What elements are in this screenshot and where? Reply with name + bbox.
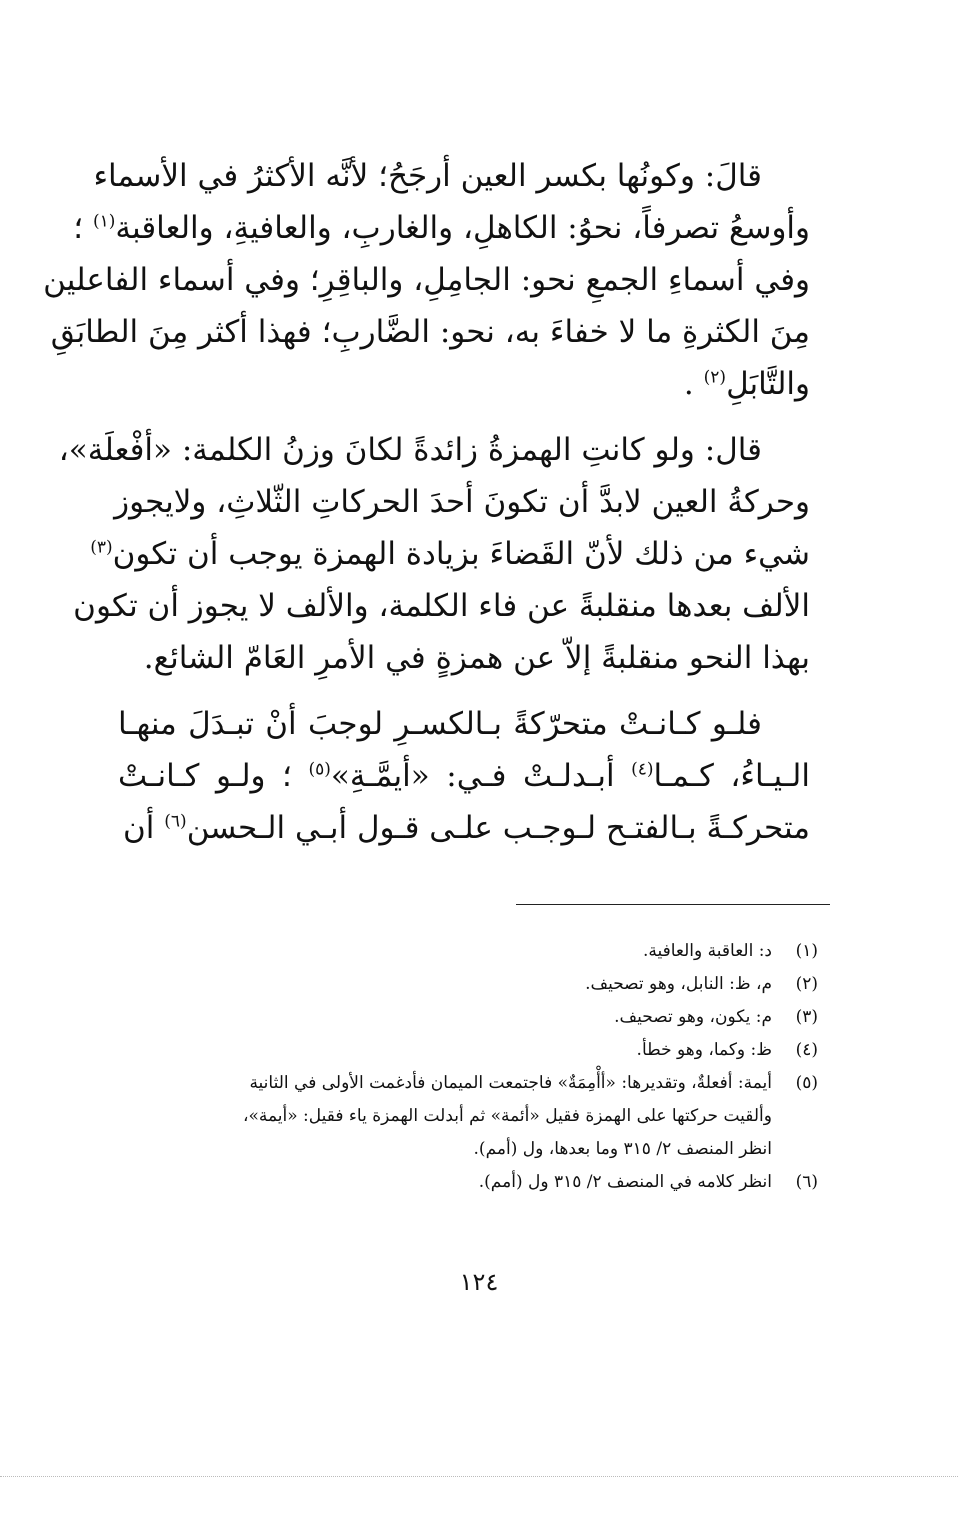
- text-line-body: وأوسعُ تصرفاً، نحوُ: الكاهلِ، والغاربِ، والعافيةِ، والعاقبة: [115, 210, 810, 246]
- text-line: بهذا النحو منقلبةً إلاّ عن همزةٍ في الأمرِ العَامّ الشائع.: [143, 640, 810, 676]
- footnote-number: (٤): [795, 1040, 818, 1060]
- footnote: [118, 1034, 818, 1067]
- footnote-text: أيمة: أفعلةٌ، وتقديرها: «أأْمِمَةٌ» فاجتمعت الميمان فأدغمت الأولى في الثانية: [249, 1073, 772, 1093]
- text-line-body: شيء من ذلك لأنّ القَضاءَ بزيادة الهمزة يوجب أن تكون: [112, 536, 810, 572]
- text-line: [90, 528, 810, 580]
- text-line: الألف بعدها منقلبةً عن فاء الكلمة، والألف لا يجوز أن تكون: [73, 588, 810, 624]
- footnote: [118, 1001, 818, 1034]
- footnote-text: انظر المنصف ٢/ ٣١٥ وما بعدها، ول (أمم).: [473, 1139, 772, 1159]
- footnote-text: ظ: وكما، وهو خطأ.: [636, 1040, 772, 1060]
- text-line-suffix: .: [683, 366, 704, 402]
- footnote-number: (٢): [795, 974, 818, 994]
- text-line: [118, 358, 810, 410]
- text-line: قالَ: وكونُها بكسر العين أرجَحُ؛ لأنَّه الأكثرُ في الأسماء: [93, 158, 762, 194]
- footnote-text: م، ظ: النابل، وهو تصحيف.: [585, 974, 772, 994]
- footnote-number: (١): [795, 941, 818, 961]
- footnote-text: د: العاقبة والعافية.: [642, 941, 772, 961]
- paragraph-2: [58, 424, 810, 684]
- text-line: وحركةُ العين لابدَّ أن تكونَ أحدَ الحركاتِ الثّلاثِ، ولايجوز: [114, 484, 810, 520]
- text-segment: أبـدلـتْ فـي: «أيمَّـةِ»: [330, 758, 615, 794]
- footnote-text: وألقيت حركتها على الهمزة فقيل «أئمة» ثم أبدلت الهمزة ياء فقيل: «أيمة»،: [242, 1106, 772, 1126]
- text-segment: ؛ ولـو كـانـتْ: [118, 758, 292, 794]
- footnote: [118, 935, 818, 968]
- text-segment: أن: [123, 810, 155, 846]
- text-segment: الـيـاءُ، كـمـا: [653, 758, 810, 794]
- footnote-number: (٦): [795, 1172, 818, 1192]
- text-line-suffix: ؛: [73, 210, 93, 246]
- text-line: وفي أسماءِ الجمعِ نحو: الجامِلِ، والباقِرِ؛ وفي أسماء الفاعلين: [43, 262, 810, 298]
- footnotes: [118, 935, 818, 1199]
- main-text: [43, 150, 810, 868]
- text-segment: متحركـةً بـالفتـح لـوجـب علـى قـول أبـي الـحسن: [186, 810, 810, 846]
- footnote-ref: (١): [92, 211, 116, 232]
- footnote-ref: (٥): [308, 759, 331, 780]
- footnote: [118, 968, 818, 1001]
- footnote-text: انظر كلامه في المنصف ٢/ ٣١٥ ول (أمم).: [478, 1172, 772, 1192]
- text-line: مِنَ الكثرةِ ما لا خفاءَ به، نحو: الضَّاربِ؛ فهذا أكثر مِنَ الطابَقِ: [50, 314, 810, 350]
- footnote: [118, 1166, 818, 1199]
- paragraph-1: [43, 150, 810, 410]
- footnote-ref: (٣): [90, 537, 113, 558]
- paragraph-3: [118, 698, 810, 854]
- footnote-ref: (٢): [703, 367, 727, 388]
- page-number: ١٢٤: [459, 1268, 499, 1296]
- footnote-ref: (٤): [631, 759, 654, 780]
- text-line: قال: ولو كانتِ الهمزةُ زائدةً لكانَ وزنُ الكلمة: «أفْعلَة»،: [58, 432, 762, 468]
- footnote-ref: (٦): [164, 811, 187, 832]
- footnote-number: (٣): [795, 1007, 818, 1027]
- text-line: [118, 802, 810, 854]
- footnote-number: (٥): [795, 1073, 818, 1093]
- text-line: [118, 750, 810, 802]
- footnote-divider: [516, 904, 830, 905]
- text-line-body: والتَّابَلِ: [726, 366, 810, 402]
- text-line: [73, 202, 810, 254]
- scan-edge-dots: [0, 1476, 958, 1479]
- text-line: فلـو كـانـتْ متحرّكةً بـالكسـرِ لوجبَ أنْ تبـدَلَ منهـا: [118, 706, 762, 742]
- footnote-text: م: يكون، وهو تصحيف.: [614, 1007, 772, 1027]
- footnote: [118, 1067, 818, 1166]
